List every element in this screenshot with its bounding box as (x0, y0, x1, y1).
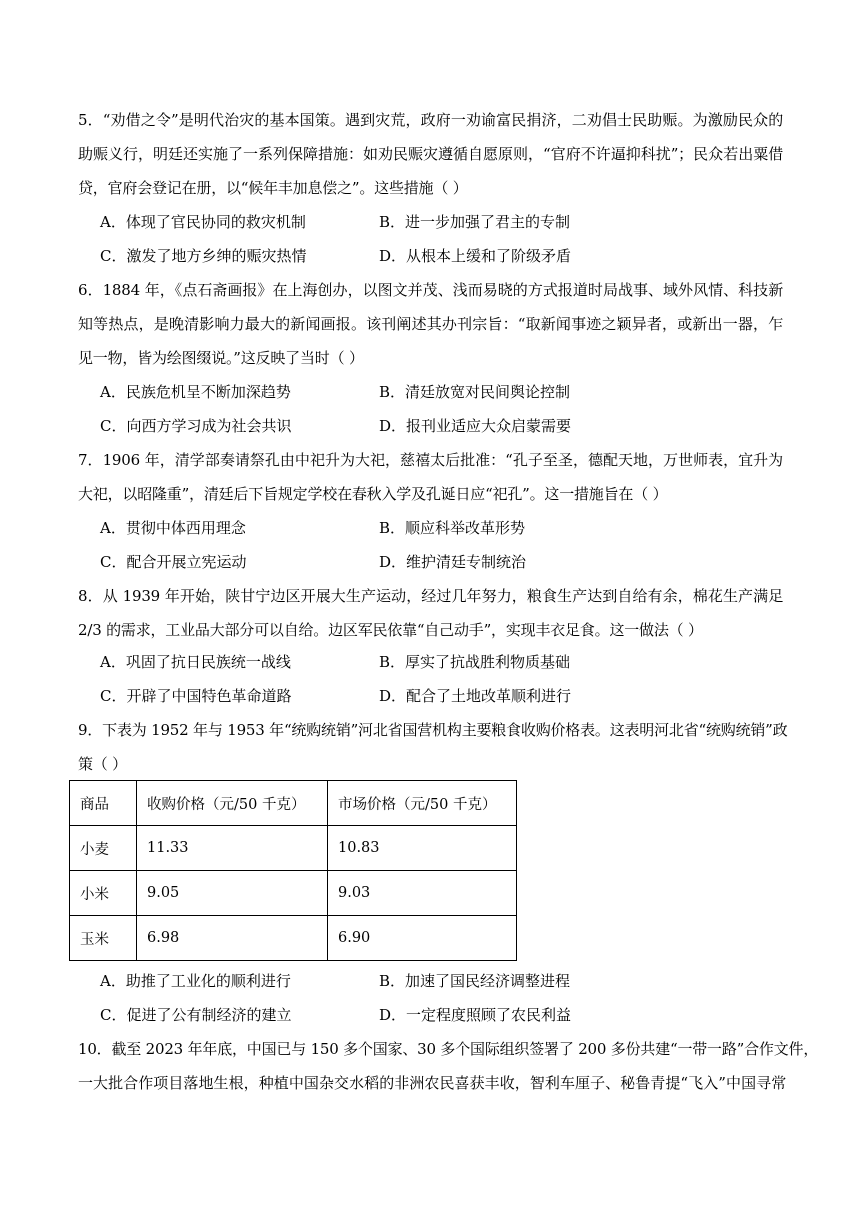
question-9-options (100, 964, 780, 1032)
table-cell: 11.33 (137, 826, 328, 871)
option-b[interactable]: B．加速了国民经济调整进程 (379, 972, 571, 990)
table-header-row (70, 781, 517, 826)
question-5 (78, 103, 783, 205)
option-c[interactable]: C．配合开展立宪运动 (100, 553, 247, 571)
option-a[interactable]: A．助推了工业化的顺利进行 (100, 972, 291, 990)
table-cell: 玉米 (70, 916, 137, 961)
question-text-line: 见一物，皆为绘图缀说。”这反映了当时（ ） (78, 349, 364, 367)
option-c[interactable]: C．开辟了中国特色革命道路 (100, 687, 292, 705)
option-d[interactable]: D．从根本上缓和了阶级矛盾 (379, 247, 572, 265)
question-6 (78, 273, 783, 375)
question-text-line: 大祀，以昭隆重”，清廷后下旨规定学校在春秋入学及孔诞日应“祀孔”。这一措施旨在（ ） (78, 485, 668, 503)
option-c[interactable]: C．促进了公有制经济的建立 (100, 1006, 292, 1024)
option-d[interactable]: D．一定程度照顾了农民利益 (379, 1006, 572, 1024)
table-header-cell: 市场价格（元/50 千克） (328, 781, 517, 826)
option-a[interactable]: A．体现了官民协同的救灾机制 (100, 213, 306, 231)
question-7-options (100, 511, 780, 579)
question-text-line: 5．“劝借之令”是明代治灾的基本国策。遇到灾荒，政府一劝谕富民捐济，二劝倡士民助赈。为激励民众的 (78, 111, 783, 129)
option-a[interactable]: A．民族危机呈不断加深趋势 (100, 383, 291, 401)
option-d[interactable]: D．配合了土地改革顺利进行 (379, 687, 572, 705)
question-text-line: 助赈义行，明廷还实施了一系列保障措施：如劝民赈灾遵循自愿原则，“官府不许逼抑科扰”；民众若出粟借 (78, 145, 783, 163)
question-7 (78, 443, 783, 511)
table-header-cell: 收购价格（元/50 千克） (137, 781, 328, 826)
table-cell: 10.83 (328, 826, 517, 871)
table-cell: 小麦 (70, 826, 137, 871)
question-text-line: 2/3 的需求，工业品大部分可以自给。边区军民依靠“自己动手”，实现丰衣足食。这一做法（ ） (78, 621, 703, 639)
question-text-line: 知等热点，是晚清影响力最大的新闻画报。该刊阐述其办刊宗旨：“取新闻事迹之颖异者，或新出一器，乍 (78, 315, 783, 333)
question-text-line: 贷，官府会登记在册，以“候年丰加息偿之”。这些措施（ ） (78, 179, 468, 197)
option-b[interactable]: B．顺应科举改革形势 (379, 519, 526, 537)
grain-price-table (69, 780, 517, 961)
question-text-line: 一大批合作项目落地生根，种植中国杂交水稻的非洲农民喜获丰收，智利车厘子、秘鲁青提“飞入”中国寻常 (78, 1074, 786, 1092)
question-text-line: 7．1906 年，清学部奏请祭孔由中祀升为大祀，慈禧太后批准：“孔子至圣，德配天地，万世师表，宜升为 (78, 451, 783, 469)
table-cell: 6.98 (137, 916, 328, 961)
option-c[interactable]: C．激发了地方乡绅的赈灾热情 (100, 247, 307, 265)
table-cell: 小米 (70, 871, 137, 916)
option-d[interactable]: D．报刊业适应大众启蒙需要 (379, 417, 572, 435)
question-text-line: 策（ ） (78, 755, 127, 773)
option-a[interactable]: A．贯彻中体西用理念 (100, 519, 246, 537)
table-cell: 9.03 (328, 871, 517, 916)
option-b[interactable]: B．进一步加强了君主的专制 (379, 213, 571, 231)
table-row (70, 871, 517, 916)
question-text-line: 9．下表为 1952 年与 1953 年“统购统销”河北省国营机构主要粮食收购价格表。这表明河北省“统购统销”政 (78, 721, 788, 739)
question-5-options (100, 205, 780, 273)
table-row (70, 826, 517, 871)
option-a[interactable]: A．巩固了抗日民族统一战线 (100, 653, 291, 671)
question-8 (78, 579, 783, 647)
question-text-line: 8．从 1939 年开始，陕甘宁边区开展大生产运动，经过几年努力，粮食生产达到自给有余，棉花生产满足 (78, 587, 783, 605)
question-8-options (100, 645, 780, 713)
option-d[interactable]: D．维护清廷专制统治 (379, 553, 527, 571)
option-c[interactable]: C．向西方学习成为社会共识 (100, 417, 292, 435)
table-cell: 9.05 (137, 871, 328, 916)
question-6-options (100, 375, 780, 443)
question-10 (78, 1032, 819, 1100)
table-cell: 6.90 (328, 916, 517, 961)
question-text-line: 10．截至 2023 年年底，中国已与 150 多个国家、30 多个国际组织签署了 200 多份共建“一带一路”合作文件， (78, 1040, 819, 1058)
table-header-cell: 商品 (70, 781, 137, 826)
question-9 (78, 713, 788, 781)
table-row (70, 916, 517, 961)
option-b[interactable]: B．清廷放宽对民间舆论控制 (379, 383, 571, 401)
question-text-line: 6．1884 年，《点石斋画报》在上海创办，以图文并茂、浅而易晓的方式报道时局战事、域外风情、科技新 (78, 281, 783, 299)
option-b[interactable]: B．厚实了抗战胜利物质基础 (379, 653, 571, 671)
